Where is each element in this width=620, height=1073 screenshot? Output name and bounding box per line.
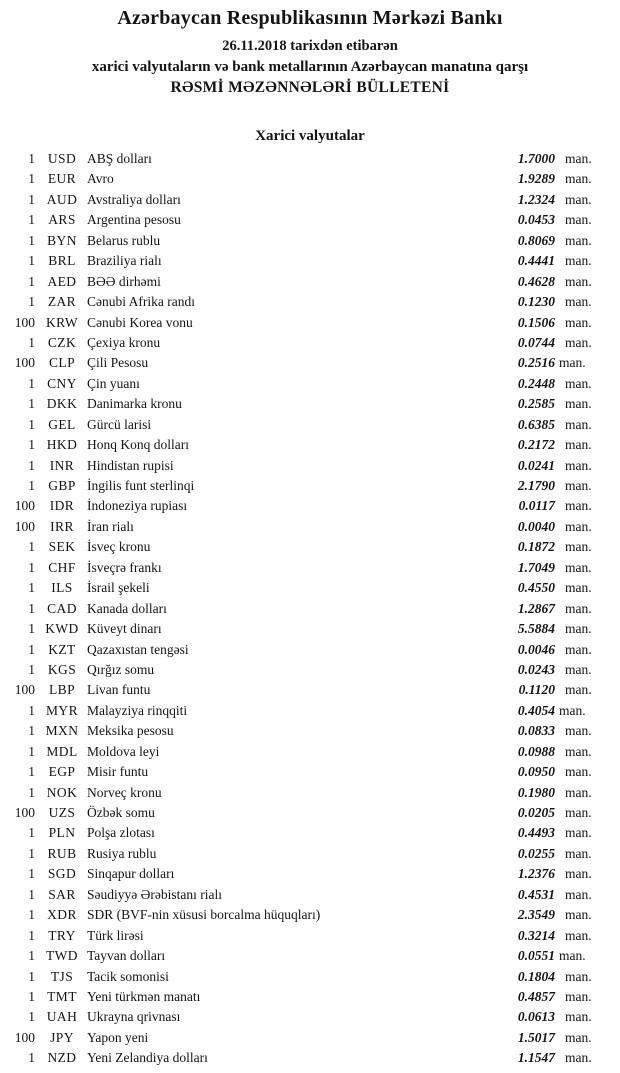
currency-code: KGS [47,661,77,677]
currency-code: MYR [46,702,78,718]
exchange-rate: 0.1872 [517,539,555,555]
currency-code: TMT [47,988,77,1004]
manat-unit-label: man. [565,866,592,882]
unit-quantity: 1 [28,457,35,473]
currency-name: Çin yuanı [87,375,140,391]
unit-quantity: 100 [14,355,35,371]
exchange-rate: 0.4441 [517,253,555,269]
unit-quantity: 1 [28,580,35,596]
exchange-rate: 1.2867 [517,600,555,616]
manat-unit-label: man. [565,457,592,473]
currency-code: TWD [46,948,78,964]
currency-code: JPY [50,1029,74,1045]
currency-code: GBP [48,478,76,493]
unit-quantity: 1 [28,294,35,310]
manat-unit-label: man. [565,641,592,657]
exchange-rate: 0.8069 [517,232,555,248]
exchange-rate: 1.1547 [517,1050,555,1066]
manat-unit-label: man. [565,1050,592,1066]
currency-code: EUR [47,171,77,187]
rates-table [0,149,620,1069]
currency-row [0,558,620,578]
manat-unit-label: man. [565,478,592,493]
currency-name: Səudiyyə Ərəbistanı rialı [87,886,222,902]
currency-code: IRR [50,518,74,534]
manat-unit-label: man. [565,805,592,820]
currency-row [0,640,620,660]
exchange-rate: 0.1230 [517,294,555,310]
exchange-rate: 0.0205 [517,805,555,820]
unit-quantity: 1 [28,948,35,964]
manat-unit-label: man. [565,988,592,1004]
currency-name: Malayziya rinqqiti [87,702,188,718]
currency-name: Livan funtu [87,682,151,698]
currency-row [0,660,620,680]
currency-name: Qırğız somu [87,661,155,677]
currency-row [0,190,620,210]
currency-row [0,885,620,905]
currency-row [0,292,620,312]
exchange-rate: 0.0833 [517,723,555,739]
unit-quantity: 1 [28,334,35,350]
manat-unit-label: man. [565,661,592,677]
currency-row [0,394,620,414]
manat-unit-label: man. [565,784,592,800]
currency-name: Norveç kronu [87,784,162,800]
exchange-rate: 0.2448 [517,375,555,391]
currency-row [0,476,620,496]
currency-row [0,762,620,782]
section-title-foreign-currencies: Xarici valyutalar [255,128,365,144]
currency-row [0,701,620,721]
exchange-rate: 1.9289 [517,171,555,187]
currency-code: TRY [48,927,76,943]
unit-quantity: 100 [14,682,35,698]
unit-quantity: 1 [28,968,35,984]
unit-quantity: 1 [28,171,35,187]
unit-quantity: 1 [28,764,35,780]
unit-quantity: 100 [14,518,35,534]
currency-row [0,599,620,619]
currency-row [0,721,620,741]
manat-unit-label: man. [565,682,592,698]
currency-name: Tayvan dolları [87,948,166,964]
currency-name: Honq Konq dolları [87,437,189,453]
currency-code: BYN [47,232,77,248]
currency-row [0,987,620,1007]
unit-quantity: 1 [28,151,35,166]
currency-name: Rusiya rublu [87,845,157,861]
currency-name: Avstraliya dolları [87,191,181,207]
manat-unit-label: man. [565,600,592,616]
currency-code: SGD [47,866,77,882]
currency-name: Sinqapur dolları [87,866,175,882]
currency-row [0,353,620,373]
manat-unit-label: man. [565,375,592,391]
currency-row [0,435,620,455]
currency-row [0,456,620,476]
currency-code: KZT [48,641,76,657]
currency-row [0,272,620,292]
unit-quantity: 1 [28,743,35,759]
currency-row [0,149,620,169]
currency-name: Moldova leyi [87,743,160,759]
currency-code: IDR [49,498,75,514]
unit-quantity: 1 [28,273,35,289]
exchange-rate: 0.2172 [517,437,555,453]
currency-code: DKK [46,396,78,412]
unit-quantity: 1 [28,478,35,493]
currency-code: KWD [45,621,79,637]
currency-code: GEL [48,416,76,432]
exchange-rate: 0.0243 [517,661,555,677]
exchange-rate: 0.0046 [517,641,555,657]
currency-row [0,578,620,598]
unit-quantity: 1 [28,641,35,657]
currency-row [0,537,620,557]
unit-quantity: 1 [28,1009,35,1025]
currency-row [0,210,620,230]
currency-row [0,946,620,966]
unit-quantity: 1 [28,907,35,923]
document-header [0,0,620,97]
currency-name: Kanada dolları [87,600,167,616]
unit-quantity: 1 [28,416,35,432]
currency-code: CNY [47,375,77,391]
currency-code: MXN [45,723,79,739]
manat-unit-label: man. [565,907,592,923]
currency-name: İran rialı [87,518,134,534]
currency-name: Qazaxıstan tengəsi [87,641,189,657]
unit-quantity: 1 [28,825,35,841]
exchange-rate: 0.0613 [517,1009,555,1025]
exchange-rate: 1.5017 [517,1029,555,1045]
currency-code: LBP [49,682,75,698]
manat-unit-label: man. [565,743,592,759]
manat-unit-label: man. [559,702,586,718]
unit-quantity: 1 [28,723,35,739]
currency-row [0,823,620,843]
exchange-rate: 1.2324 [517,191,555,207]
exchange-rate: 1.2376 [517,866,555,882]
manat-unit-label: man. [565,927,592,943]
currency-row [0,231,620,251]
unit-quantity: 100 [14,805,35,820]
currency-row [0,517,620,537]
currency-row [0,619,620,639]
exchange-rate: 0.0040 [517,518,555,534]
unit-quantity: 1 [28,191,35,207]
manat-unit-label: man. [565,171,592,187]
currency-name: Avro [87,171,114,187]
exchange-rate: 0.4628 [517,273,555,289]
currency-row [0,680,620,700]
currency-row [0,844,620,864]
unit-quantity: 100 [14,314,35,330]
exchange-rate: 0.1120 [518,682,555,698]
exchange-rate: 0.4531 [517,886,555,902]
currency-code: TJS [50,968,74,984]
currency-code: ARS [48,212,76,228]
exchange-rate: 2.3549 [517,907,555,923]
exchange-rate: 0.0241 [517,457,555,473]
manat-unit-label: man. [565,498,592,514]
unit-quantity: 1 [28,927,35,943]
currency-row [0,496,620,516]
currency-row [0,251,620,271]
bulletin-subtitle: xarici valyutaların və bank metallarının Azərbaycan manatına qarşı [91,59,529,75]
currency-row [0,1048,620,1068]
unit-quantity: 1 [28,621,35,637]
currency-name: ABŞ dolları [87,151,152,166]
unit-quantity: 1 [28,437,35,453]
exchange-rate: 0.3214 [517,927,555,943]
currency-name: Küveyt dinarı [87,621,162,637]
unit-quantity: 1 [28,845,35,861]
unit-quantity: 1 [28,702,35,718]
currency-name: İsveçrə frankı [87,559,162,575]
currency-name: Cənubi Korea vonu [87,314,193,330]
currency-row [0,169,620,189]
manat-unit-label: man. [565,621,592,637]
exchange-rate: 0.4054 [517,702,555,718]
manat-unit-label: man. [565,314,592,330]
currency-name: Çili Pesosu [87,355,149,371]
currency-code: XDR [47,907,77,923]
exchange-rate: 1.7000 [517,151,555,166]
currency-name: İndoneziya rupiası [87,498,188,514]
currency-code: INR [49,457,75,473]
currency-code: SEK [48,539,76,555]
currency-name: Yapon yeni [87,1029,149,1045]
currency-row [0,313,620,333]
currency-code: HKD [46,437,78,453]
exchange-rate: 0.0744 [517,334,555,350]
currency-code: AUD [46,191,78,207]
currency-row [0,333,620,353]
currency-code: PLN [48,825,76,841]
currency-row [0,905,620,925]
exchange-rate: 0.4493 [517,825,555,841]
exchange-rate: 0.4857 [517,988,555,1004]
unit-quantity: 1 [28,253,35,269]
currency-code: ILS [51,580,73,596]
currency-code: AED [47,273,77,289]
manat-unit-label: man. [565,518,592,534]
manat-unit-label: man. [565,723,592,739]
bulletin-title: RƏSMİ MƏZƏNNƏLƏRİ BÜLLETENİ [170,79,450,96]
unit-quantity: 1 [28,988,35,1004]
currency-name: Meksika pesosu [87,723,174,739]
manat-unit-label: man. [565,845,592,861]
currency-code: SAR [48,886,76,902]
manat-unit-label: man. [559,355,586,371]
currency-name: Yeni türkmən manatı [87,988,201,1004]
exchange-rate: 1.7049 [517,559,555,575]
exchange-rate: 2.1790 [517,478,555,493]
unit-quantity: 1 [28,1050,35,1066]
manat-unit-label: man. [565,212,592,228]
currency-name: Yeni Zelandiya dolları [87,1050,208,1066]
manat-unit-label: man. [559,948,586,964]
manat-unit-label: man. [565,151,592,166]
manat-unit-label: man. [565,886,592,902]
currency-row [0,415,620,435]
currency-name: Misir funtu [87,764,149,780]
manat-unit-label: man. [565,334,592,350]
currency-name: Danimarka kronu [87,396,182,412]
currency-row [0,1028,620,1048]
currency-code: RUB [47,845,77,861]
currency-name: Cənubi Afrika randı [87,294,195,310]
manat-unit-label: man. [565,273,592,289]
exchange-rate: 0.4550 [517,580,555,596]
currency-code: USD [47,151,77,166]
currency-row [0,742,620,762]
manat-unit-label: man. [565,764,592,780]
currency-code: CZK [47,334,77,350]
currency-name: Polşa zlotası [87,825,155,841]
manat-unit-label: man. [565,1029,592,1045]
currency-row [0,926,620,946]
unit-quantity: 1 [28,539,35,555]
exchange-rate: 0.2516 [517,355,555,371]
exchange-rate: 0.0255 [517,845,555,861]
exchange-rate: 0.2585 [517,396,555,412]
currency-code: UZS [48,805,76,820]
currency-name: İsrail şekeli [87,580,150,596]
manat-unit-label: man. [565,191,592,207]
unit-quantity: 1 [28,784,35,800]
currency-code: MDL [46,743,78,759]
manat-unit-label: man. [565,825,592,841]
currency-name: Belarus rublu [87,232,161,248]
manat-unit-label: man. [565,580,592,596]
currency-row [0,783,620,803]
exchange-rate: 5.5884 [517,621,555,637]
unit-quantity: 1 [28,375,35,391]
unit-quantity: 1 [28,866,35,882]
unit-quantity: 1 [28,212,35,228]
currency-name: SDR (BVF-nin xüsusi borcalma hüquqları) [87,907,321,923]
unit-quantity: 1 [28,559,35,575]
currency-row [0,864,620,884]
manat-unit-label: man. [565,253,592,269]
manat-unit-label: man. [565,294,592,310]
unit-quantity: 1 [28,600,35,616]
currency-name: BƏƏ dirhəmi [87,273,161,289]
manat-unit-label: man. [565,416,592,432]
currency-code: BRL [48,253,76,269]
exchange-rate: 0.1506 [517,314,555,330]
currency-row [0,374,620,394]
exchange-rate: 0.1804 [517,968,555,984]
currency-code: NOK [46,784,78,800]
currency-name: Ukrayna qrivnası [87,1009,181,1025]
currency-code: UAH [46,1009,78,1025]
bank-name-title: Azərbaycan Respublikasının Mərkəzi Bankı [117,7,503,29]
manat-unit-label: man. [565,396,592,412]
manat-unit-label: man. [565,232,592,248]
exchange-rate: 0.0117 [518,498,555,514]
unit-quantity: 100 [14,1029,35,1045]
unit-quantity: 1 [28,232,35,248]
currency-code: CHF [48,559,76,575]
currency-name: Hindistan rupisi [87,457,174,473]
unit-quantity: 100 [14,498,35,514]
unit-quantity: 1 [28,396,35,412]
exchange-rate: 0.0551 [517,948,555,964]
currency-code: NZD [47,1050,77,1066]
manat-unit-label: man. [565,968,592,984]
currency-name: Çexiya kronu [87,334,161,350]
exchange-rate: 0.6385 [517,416,555,432]
currency-name: Özbək somu [87,805,155,820]
currency-row [0,803,620,823]
effective-date: 26.11.2018 tarixdən etibarən [222,38,398,54]
currency-row [0,1007,620,1027]
currency-code: KRW [46,314,78,330]
currency-row [0,967,620,987]
exchange-rate: 0.0453 [517,212,555,228]
currency-code: CAD [47,600,77,616]
exchange-rate: 0.0950 [517,764,555,780]
currency-code: CLP [49,355,75,371]
manat-unit-label: man. [565,539,592,555]
currency-name: Argentina pesosu [87,212,181,228]
unit-quantity: 1 [28,886,35,902]
manat-unit-label: man. [565,1009,592,1025]
manat-unit-label: man. [565,559,592,575]
currency-name: Türk lirəsi [87,927,144,943]
currency-name: Tacik somonisi [87,968,169,984]
currency-name: Braziliya rialı [87,253,162,269]
exchange-rate: 0.1980 [517,784,555,800]
currency-code: ZAR [47,294,77,310]
currency-name: İngilis funt sterlinqi [87,478,195,493]
exchange-rate: 0.0988 [517,743,555,759]
currency-name: İsveç kronu [87,539,151,555]
unit-quantity: 1 [28,661,35,677]
currency-code: EGP [48,764,76,780]
currency-name: Gürcü larisi [87,416,152,432]
manat-unit-label: man. [565,437,592,453]
